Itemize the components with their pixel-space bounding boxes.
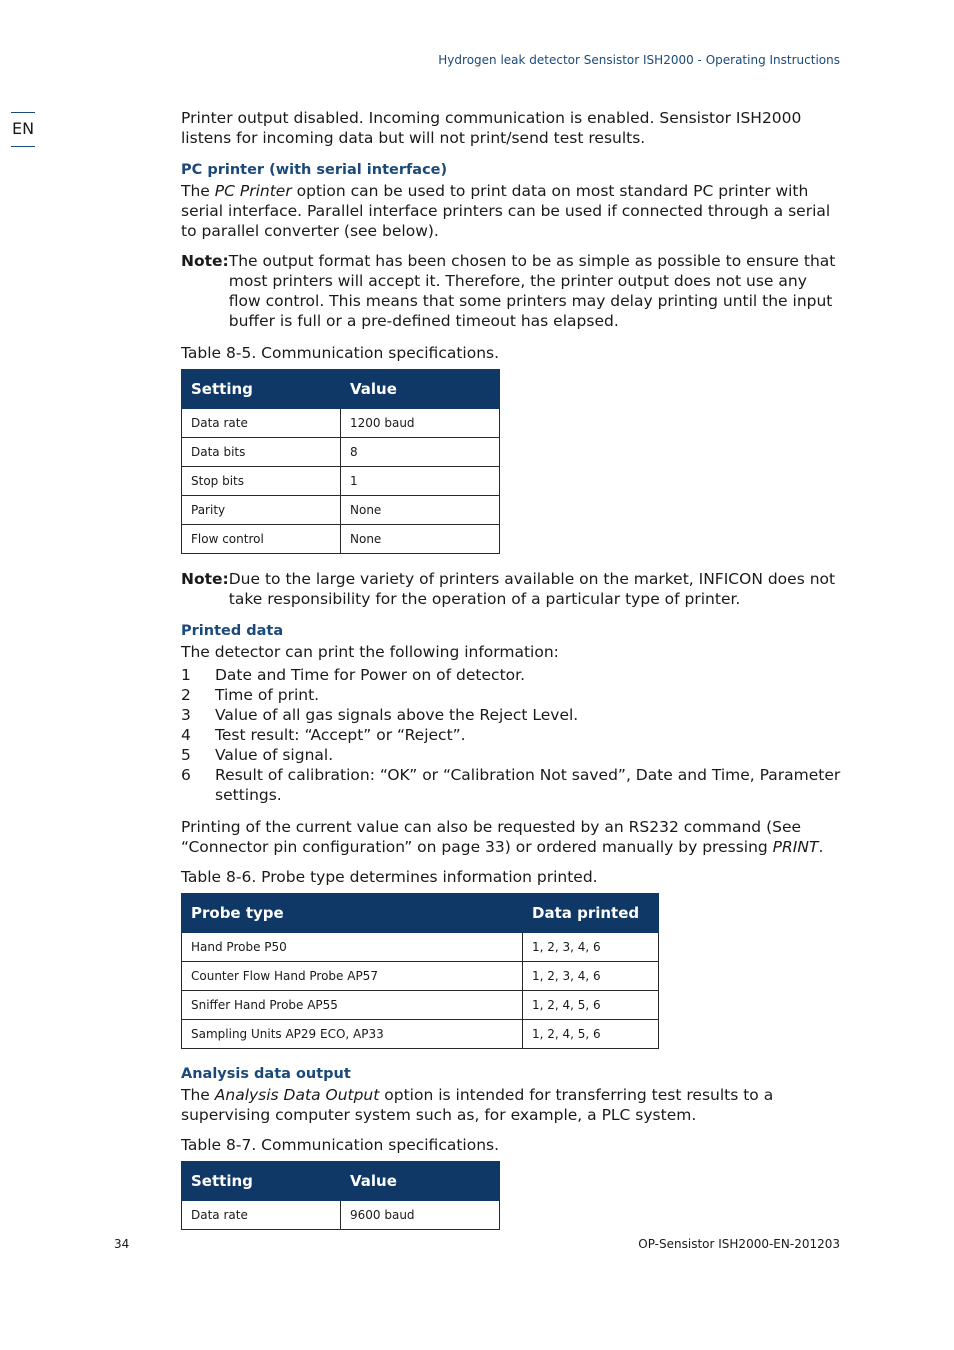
analysis-term: Analysis Data Output [214,1086,380,1104]
table-cell: None [341,496,500,525]
table-row [182,525,500,554]
running-header [438,53,840,67]
table-cell: 1 [341,467,500,496]
printed-data-intro: The detector can print the following information: [181,643,559,661]
list-text: Value of signal. [215,746,334,764]
table3-caption: Table 8-7. Communication specifications. [181,1136,500,1154]
document-id: OP-Sensistor ISH2000-EN-201203 [638,1237,840,1251]
table-cell: 1, 2, 3, 4, 6 [523,933,659,962]
table-row [182,962,659,991]
pc-printer-text-a: The [181,182,215,200]
print-request-text-b: . [818,838,824,856]
table-row [182,933,659,962]
table-row [182,438,500,467]
note-label: Note: [181,570,229,588]
analysis-spec-table [181,1161,500,1230]
column-header: Setting [182,1162,341,1201]
column-header: Value [341,370,500,409]
analysis-heading: Analysis data output [181,1066,351,1082]
section-pc-printer [181,160,841,241]
list-number: 4 [181,726,191,744]
pc-printer-term: PC Printer [214,182,292,200]
list-text: Date and Time for Power on of detector. [215,666,525,684]
table-cell: Data rate [182,409,341,438]
table-cell: 1, 2, 4, 5, 6 [523,1020,659,1049]
list-item [181,765,841,805]
table-cell: Hand Probe P50 [182,933,523,962]
list-number: 5 [181,746,191,764]
table-cell: Stop bits [182,467,341,496]
table-cell: 8 [341,438,500,467]
table-row [182,991,659,1020]
note-text: The output format has been chosen to be as simple as possible to ensure that most printers will accept it. Therefore, the printer output does not use any flow control. This means that some printers may delay printing until the input buffer is full or a pre-defined timeout has elapsed. [228,252,836,330]
table-cell: Sampling Units AP29 ECO, AP33 [182,1020,523,1049]
table-cell: Counter Flow Hand Probe AP57 [182,962,523,991]
pc-printer-paragraph [181,181,841,241]
list-text: Result of calibration: “OK” or “Calibration Not saved”, Date and Time, Parameter settings. [215,766,841,804]
note-label: Note: [181,252,229,270]
column-header: Data printed [523,894,659,933]
header-title: Hydrogen leak detector Sensistor ISH2000 [438,53,694,67]
table-row [182,496,500,525]
note-printer-variety [181,569,841,609]
table-cell: Parity [182,496,341,525]
table-header-row [182,1162,500,1201]
list-text: Test result: “Accept” or “Reject”. [215,726,466,744]
table-row [182,409,500,438]
list-item [181,705,841,725]
list-item [181,725,841,745]
table2-caption: Table 8-6. Probe type determines information printed. [181,868,598,886]
analysis-text-b: option is intended for transferring test results to a supervising computer system such as, for example, a PLC system. [181,1086,774,1124]
table-cell: 1200 baud [341,409,500,438]
list-number: 3 [181,706,191,724]
list-item [181,745,841,765]
list-item [181,685,841,705]
pc-printer-heading: PC printer (with serial interface) [181,162,448,178]
print-key-term: PRINT [772,838,819,856]
print-request-paragraph [181,817,841,857]
list-number: 2 [181,686,191,704]
column-header: Setting [182,370,341,409]
table-cell: 1, 2, 3, 4, 6 [523,962,659,991]
table-cell: Data bits [182,438,341,467]
printed-data-list [181,665,841,805]
list-number: 6 [181,766,191,784]
table-cell: Flow control [182,525,341,554]
analysis-text-a: The [181,1086,215,1104]
main-content [181,108,841,1230]
probe-type-table [181,893,659,1049]
list-item [181,665,841,685]
printed-data-heading: Printed data [181,623,284,639]
pc-printer-text-b: option can be used to print data on most standard PC printer with serial interface. Parallel interface printers can be used if connected through a serial to parallel converter (see below). [181,182,831,240]
page-number: 34 [114,1237,130,1251]
table-header-row [182,894,659,933]
print-request-text-a: Printing of the current value can also be requested by an RS232 command (See “Connector pin configuration” on page 33) or ordered manually by pressing [181,818,802,856]
intro-paragraph: Printer output disabled. Incoming communication is enabled. Sensistor ISH2000 listens for incoming data but will not print/send test results. [181,109,802,147]
table-cell: Sniffer Hand Probe AP55 [182,991,523,1020]
list-text: Value of all gas signals above the Reject Level. [215,706,579,724]
section-printed-data [181,621,841,857]
language-tab[interactable]: EN [11,112,35,147]
header-separator: - [693,53,706,67]
table-row [182,1201,500,1230]
table-cell: 1, 2, 4, 5, 6 [523,991,659,1020]
table-header-row [182,370,500,409]
note-text: Due to the large variety of printers available on the market, INFICON does not take responsibility for the operation of a particular type of printer. [228,570,836,608]
table-row [182,1020,659,1049]
list-text: Time of print. [215,686,320,704]
section-analysis-data [181,1064,841,1125]
table-cell: None [341,525,500,554]
table-cell: 9600 baud [341,1201,500,1230]
table1-caption: Table 8-5. Communication specifications. [181,344,500,362]
analysis-paragraph [181,1085,841,1125]
column-header: Probe type [182,894,523,933]
list-number: 1 [181,666,191,684]
table-row [182,467,500,496]
note-output-format [181,251,841,331]
column-header: Value [341,1162,500,1201]
header-subtitle: Operating Instructions [705,53,840,67]
table-cell: Data rate [182,1201,341,1230]
communication-spec-table [181,369,500,554]
